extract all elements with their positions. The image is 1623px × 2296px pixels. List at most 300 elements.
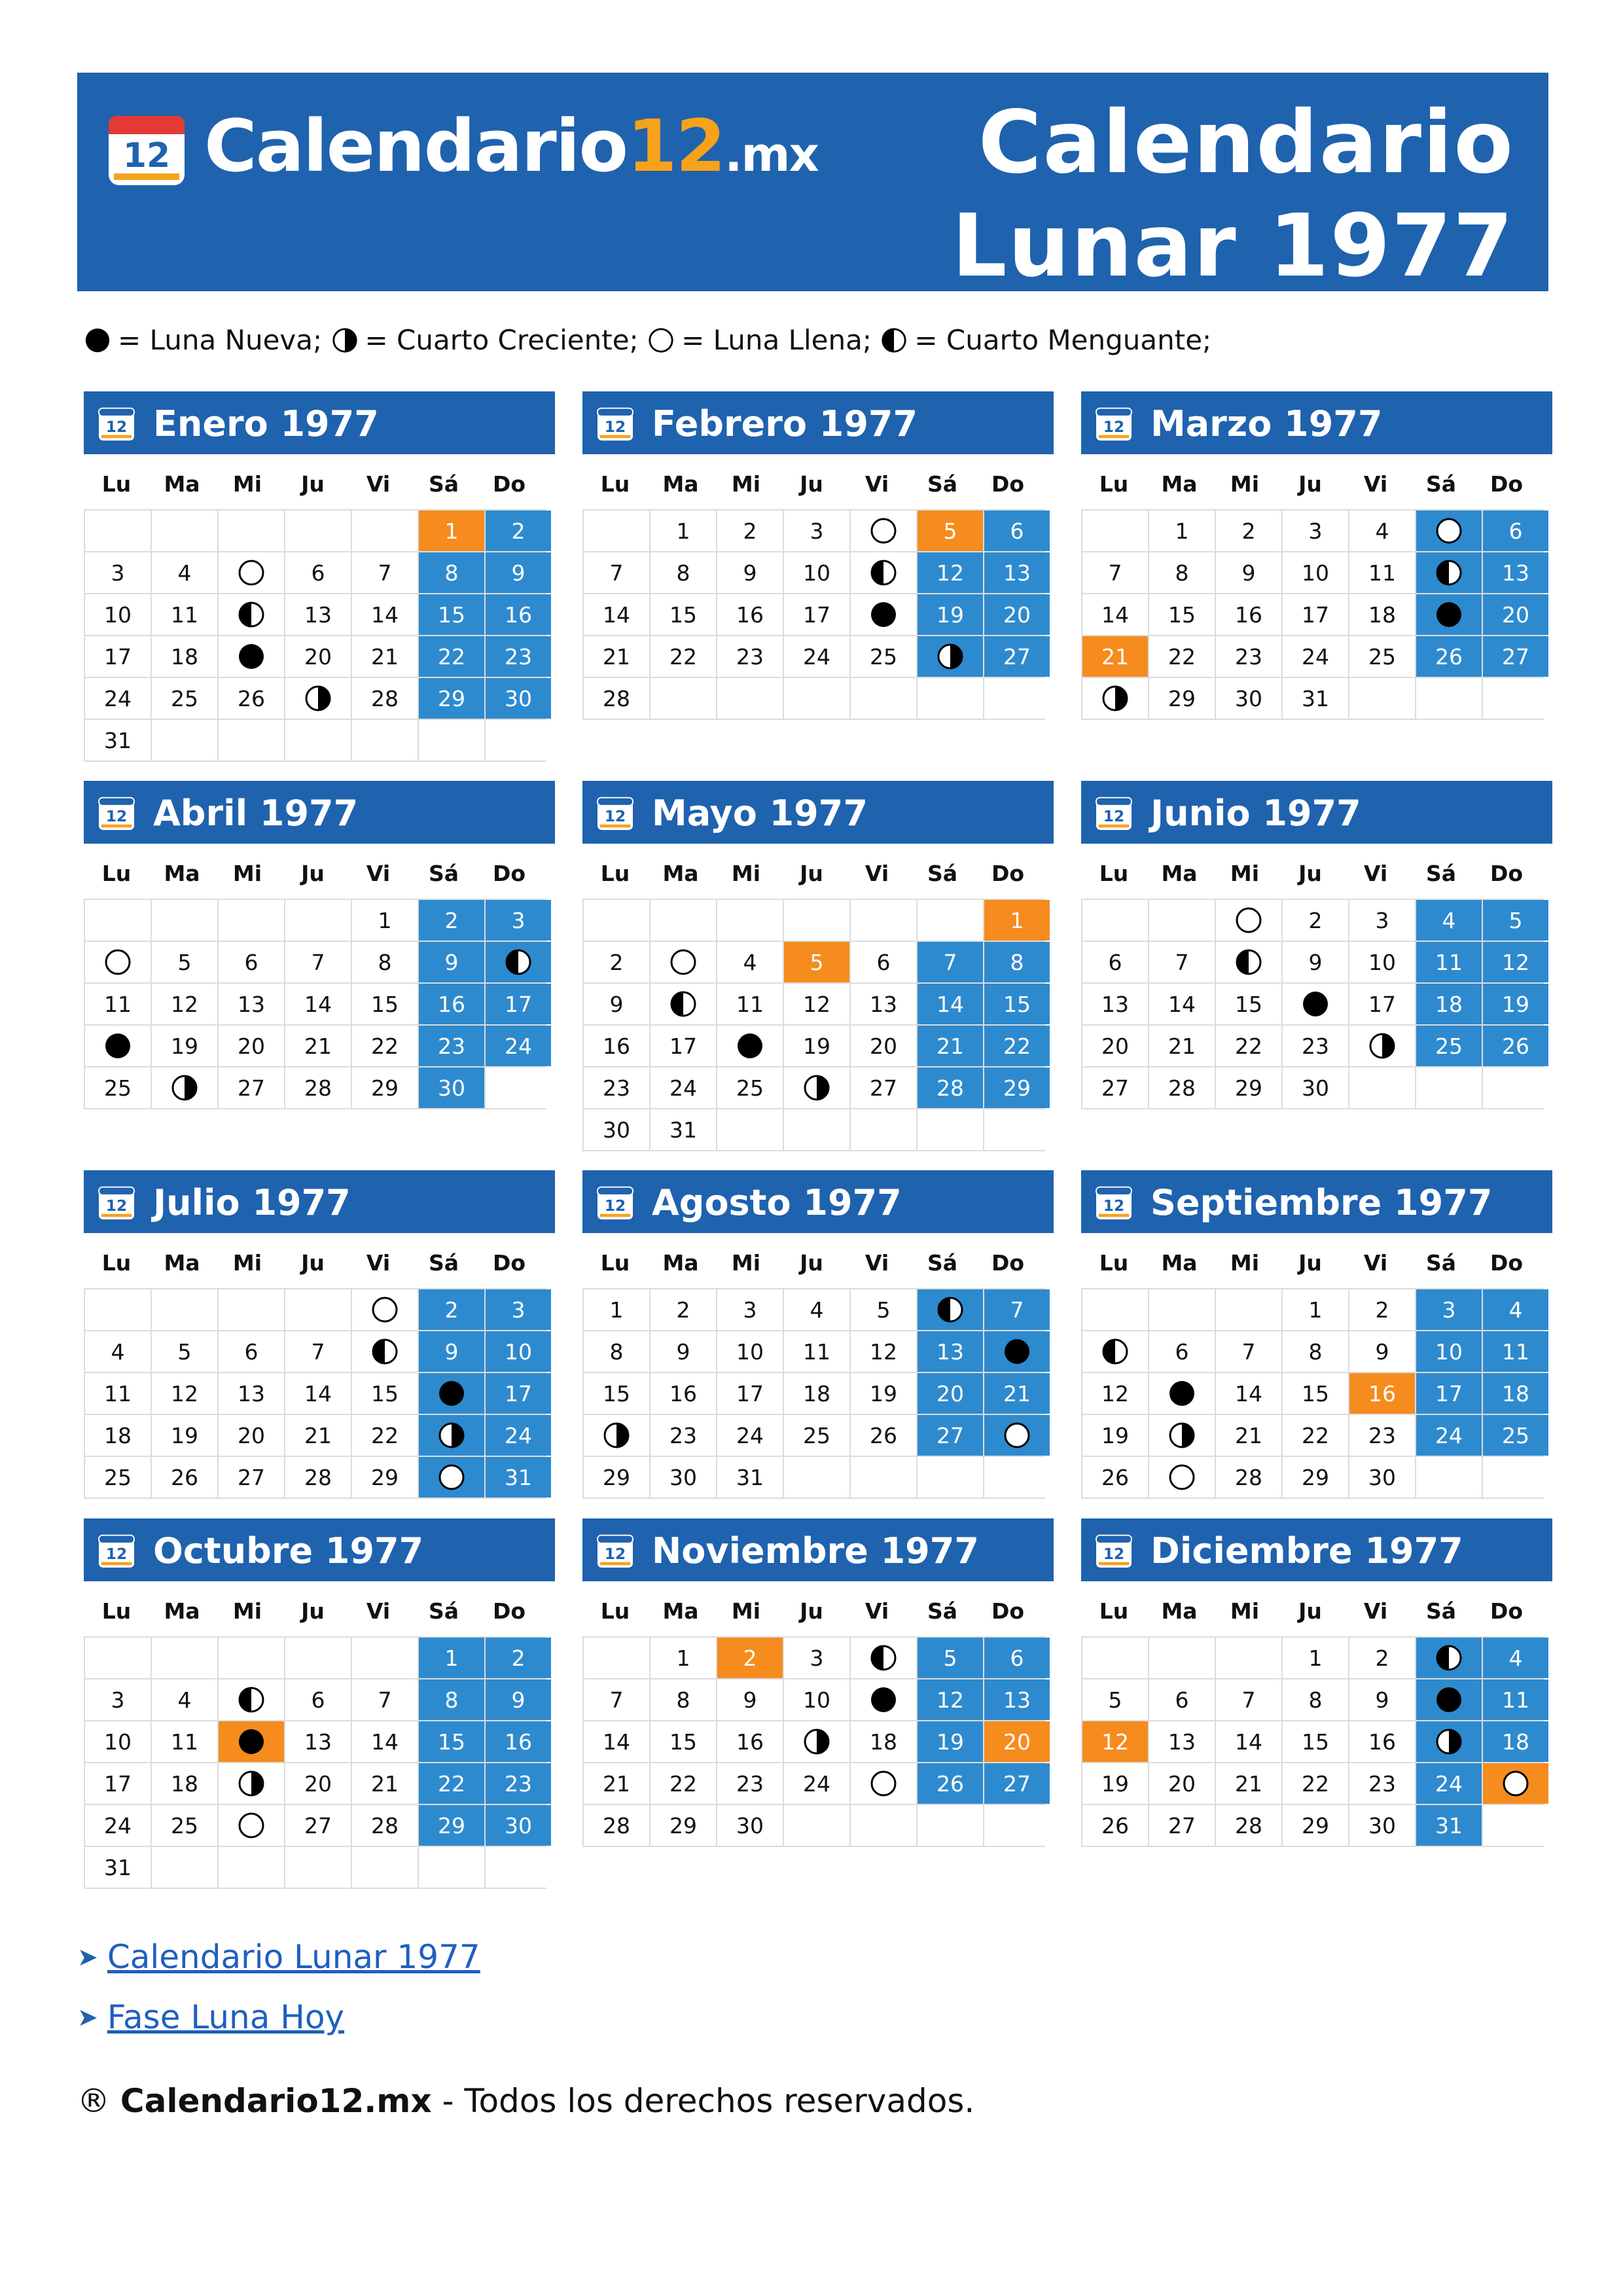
day-cell[interactable] (651, 1721, 716, 1762)
day-cell[interactable] (219, 1721, 284, 1762)
day-cell[interactable] (1216, 984, 1281, 1024)
day-cell[interactable] (918, 942, 983, 982)
day-cell[interactable] (584, 1763, 649, 1804)
day-cell[interactable] (352, 636, 418, 677)
day-cell[interactable] (486, 1289, 551, 1330)
day-cell[interactable] (1349, 1331, 1415, 1372)
day-cell[interactable] (984, 1331, 1050, 1372)
day-cell[interactable] (784, 1415, 849, 1456)
day-cell[interactable] (1216, 1373, 1281, 1414)
day-cell[interactable] (1283, 1721, 1348, 1762)
day-cell[interactable] (651, 1067, 716, 1108)
day-cell[interactable] (486, 1805, 551, 1846)
day-cell[interactable] (1349, 1721, 1415, 1762)
day-cell[interactable] (584, 1289, 649, 1330)
day-cell[interactable] (1416, 1805, 1482, 1846)
calendar-logo-icon[interactable] (107, 111, 186, 187)
day-cell[interactable] (1483, 1373, 1548, 1414)
day-cell[interactable] (1082, 1373, 1148, 1414)
day-cell[interactable] (1416, 511, 1482, 551)
day-cell[interactable] (486, 1457, 551, 1498)
day-cell[interactable] (85, 1331, 151, 1372)
day-cell[interactable] (1416, 984, 1482, 1024)
day-cell[interactable] (784, 1763, 849, 1804)
day-cell[interactable] (152, 552, 217, 593)
day-cell[interactable] (1082, 1067, 1148, 1108)
day-cell[interactable] (784, 1638, 849, 1678)
day-cell[interactable] (1283, 942, 1348, 982)
day-cell[interactable] (1283, 1457, 1348, 1498)
day-cell[interactable] (419, 1638, 484, 1678)
day-cell[interactable] (717, 984, 783, 1024)
day-cell[interactable] (152, 1026, 217, 1066)
day-cell[interactable] (219, 1457, 284, 1498)
day-cell[interactable] (419, 594, 484, 635)
day-cell[interactable] (651, 511, 716, 551)
day-cell[interactable] (219, 1763, 284, 1804)
day-cell[interactable] (219, 984, 284, 1024)
day-cell[interactable] (352, 984, 418, 1024)
day-cell[interactable] (1483, 1638, 1548, 1678)
day-cell[interactable] (1416, 1289, 1482, 1330)
day-cell[interactable] (984, 1373, 1050, 1414)
day-cell[interactable] (918, 511, 983, 551)
day-cell[interactable] (584, 1067, 649, 1108)
day-cell[interactable] (1349, 1415, 1415, 1456)
day-cell[interactable] (1082, 678, 1148, 719)
day-cell[interactable] (352, 900, 418, 941)
day-cell[interactable] (419, 1289, 484, 1330)
day-cell[interactable] (584, 1457, 649, 1498)
link-fase-luna-hoy[interactable] (77, 1998, 344, 2037)
day-cell[interactable] (85, 1067, 151, 1108)
site-logo[interactable] (204, 104, 818, 194)
day-cell[interactable] (219, 1373, 284, 1414)
day-cell[interactable] (1082, 636, 1148, 677)
day-cell[interactable] (1283, 636, 1348, 677)
day-cell[interactable] (1082, 594, 1148, 635)
day-cell[interactable] (486, 1415, 551, 1456)
day-cell[interactable] (1416, 1331, 1482, 1372)
day-cell[interactable] (419, 1067, 484, 1108)
day-cell[interactable] (85, 984, 151, 1024)
day-cell[interactable] (1416, 1763, 1482, 1804)
day-cell[interactable] (717, 1067, 783, 1108)
day-cell[interactable] (1416, 594, 1482, 635)
day-cell[interactable] (419, 984, 484, 1024)
day-cell[interactable] (1483, 900, 1548, 941)
day-cell[interactable] (152, 1679, 217, 1720)
day-cell[interactable] (152, 1415, 217, 1456)
day-cell[interactable] (352, 1415, 418, 1456)
day-cell[interactable] (1416, 636, 1482, 677)
day-cell[interactable] (717, 1805, 783, 1846)
day-cell[interactable] (1149, 942, 1215, 982)
day-cell[interactable] (851, 636, 916, 677)
day-cell[interactable] (1483, 1331, 1548, 1372)
day-cell[interactable] (1216, 942, 1281, 982)
day-cell[interactable] (918, 1067, 983, 1108)
day-cell[interactable] (219, 1067, 284, 1108)
day-cell[interactable] (486, 984, 551, 1024)
day-cell[interactable] (784, 636, 849, 677)
day-cell[interactable] (851, 942, 916, 982)
day-cell[interactable] (1283, 1289, 1348, 1330)
day-cell[interactable] (851, 1679, 916, 1720)
day-cell[interactable] (1283, 1373, 1348, 1414)
day-cell[interactable] (851, 1721, 916, 1762)
day-cell[interactable] (285, 678, 351, 719)
day-cell[interactable] (918, 1638, 983, 1678)
link-calendario-lunar-text[interactable]: Calendario Lunar 1977 (107, 1938, 480, 1976)
day-cell[interactable] (1283, 552, 1348, 593)
day-cell[interactable] (152, 594, 217, 635)
day-cell[interactable] (784, 1067, 849, 1108)
day-cell[interactable] (584, 984, 649, 1024)
day-cell[interactable] (717, 1638, 783, 1678)
day-cell[interactable] (651, 552, 716, 593)
day-cell[interactable] (1082, 1721, 1148, 1762)
day-cell[interactable] (219, 552, 284, 593)
day-cell[interactable] (784, 511, 849, 551)
day-cell[interactable] (918, 636, 983, 677)
day-cell[interactable] (651, 1026, 716, 1066)
day-cell[interactable] (1283, 1415, 1348, 1456)
day-cell[interactable] (285, 636, 351, 677)
day-cell[interactable] (784, 594, 849, 635)
day-cell[interactable] (85, 1026, 151, 1066)
day-cell[interactable] (285, 1331, 351, 1372)
day-cell[interactable] (717, 1457, 783, 1498)
day-cell[interactable] (1483, 984, 1548, 1024)
day-cell[interactable] (918, 1721, 983, 1762)
day-cell[interactable] (486, 1721, 551, 1762)
day-cell[interactable] (1149, 1026, 1215, 1066)
day-cell[interactable] (1483, 594, 1548, 635)
day-cell[interactable] (1349, 1457, 1415, 1498)
day-cell[interactable] (1082, 1763, 1148, 1804)
day-cell[interactable] (219, 1679, 284, 1720)
day-cell[interactable] (219, 594, 284, 635)
day-cell[interactable] (984, 552, 1050, 593)
day-cell[interactable] (1149, 1067, 1215, 1108)
day-cell[interactable] (851, 1638, 916, 1678)
day-cell[interactable] (219, 636, 284, 677)
day-cell[interactable] (717, 1415, 783, 1456)
day-cell[interactable] (1349, 511, 1415, 551)
day-cell[interactable] (1149, 678, 1215, 719)
day-cell[interactable] (1216, 1331, 1281, 1372)
day-cell[interactable] (651, 1457, 716, 1498)
day-cell[interactable] (285, 1721, 351, 1762)
day-cell[interactable] (1349, 984, 1415, 1024)
day-cell[interactable] (1416, 1721, 1482, 1762)
day-cell[interactable] (152, 1457, 217, 1498)
day-cell[interactable] (851, 1331, 916, 1372)
day-cell[interactable] (717, 636, 783, 677)
link-calendario-lunar[interactable] (77, 1937, 480, 1977)
day-cell[interactable] (1149, 1331, 1215, 1372)
day-cell[interactable] (285, 1026, 351, 1066)
day-cell[interactable] (918, 1026, 983, 1066)
day-cell[interactable] (285, 1457, 351, 1498)
day-cell[interactable] (717, 552, 783, 593)
day-cell[interactable] (584, 678, 649, 719)
day-cell[interactable] (1483, 636, 1548, 677)
day-cell[interactable] (984, 636, 1050, 677)
day-cell[interactable] (486, 900, 551, 941)
day-cell[interactable] (584, 1026, 649, 1066)
day-cell[interactable] (419, 636, 484, 677)
day-cell[interactable] (486, 1679, 551, 1720)
day-cell[interactable] (918, 1763, 983, 1804)
day-cell[interactable] (352, 1763, 418, 1804)
day-cell[interactable] (1283, 678, 1348, 719)
day-cell[interactable] (918, 594, 983, 635)
day-cell[interactable] (584, 594, 649, 635)
day-cell[interactable] (1283, 1638, 1348, 1678)
day-cell[interactable] (918, 1331, 983, 1372)
day-cell[interactable] (1082, 1457, 1148, 1498)
day-cell[interactable] (352, 1679, 418, 1720)
day-cell[interactable] (584, 1679, 649, 1720)
day-cell[interactable] (219, 1805, 284, 1846)
day-cell[interactable] (152, 636, 217, 677)
day-cell[interactable] (851, 552, 916, 593)
day-cell[interactable] (984, 1415, 1050, 1456)
day-cell[interactable] (784, 1026, 849, 1066)
day-cell[interactable] (1216, 900, 1281, 941)
day-cell[interactable] (651, 942, 716, 982)
day-cell[interactable] (219, 1026, 284, 1066)
day-cell[interactable] (584, 552, 649, 593)
day-cell[interactable] (1149, 984, 1215, 1024)
day-cell[interactable] (984, 984, 1050, 1024)
day-cell[interactable] (851, 1373, 916, 1414)
day-cell[interactable] (486, 1373, 551, 1414)
day-cell[interactable] (851, 1067, 916, 1108)
day-cell[interactable] (1349, 1679, 1415, 1720)
day-cell[interactable] (1416, 942, 1482, 982)
day-cell[interactable] (918, 1415, 983, 1456)
day-cell[interactable] (85, 636, 151, 677)
day-cell[interactable] (1483, 1721, 1548, 1762)
day-cell[interactable] (1349, 900, 1415, 941)
day-cell[interactable] (784, 942, 849, 982)
day-cell[interactable] (1349, 1026, 1415, 1066)
day-cell[interactable] (1216, 1457, 1281, 1498)
day-cell[interactable] (1349, 594, 1415, 635)
day-cell[interactable] (1082, 1679, 1148, 1720)
day-cell[interactable] (1483, 511, 1548, 551)
day-cell[interactable] (486, 942, 551, 982)
day-cell[interactable] (984, 1679, 1050, 1720)
day-cell[interactable] (1149, 1805, 1215, 1846)
day-cell[interactable] (152, 1067, 217, 1108)
day-cell[interactable] (1349, 1805, 1415, 1846)
day-cell[interactable] (419, 1457, 484, 1498)
day-cell[interactable] (1216, 1026, 1281, 1066)
day-cell[interactable] (851, 1289, 916, 1330)
day-cell[interactable] (1216, 636, 1281, 677)
day-cell[interactable] (152, 1373, 217, 1414)
day-cell[interactable] (1216, 1415, 1281, 1456)
day-cell[interactable] (85, 552, 151, 593)
day-cell[interactable] (486, 1331, 551, 1372)
day-cell[interactable] (1216, 678, 1281, 719)
day-cell[interactable] (918, 984, 983, 1024)
day-cell[interactable] (85, 1763, 151, 1804)
day-cell[interactable] (486, 1026, 551, 1066)
day-cell[interactable] (651, 1415, 716, 1456)
day-cell[interactable] (152, 984, 217, 1024)
day-cell[interactable] (584, 942, 649, 982)
day-cell[interactable] (419, 942, 484, 982)
day-cell[interactable] (984, 900, 1050, 941)
day-cell[interactable] (1283, 1026, 1348, 1066)
day-cell[interactable] (1349, 636, 1415, 677)
day-cell[interactable] (851, 1415, 916, 1456)
day-cell[interactable] (651, 1289, 716, 1330)
day-cell[interactable] (352, 1721, 418, 1762)
day-cell[interactable] (219, 678, 284, 719)
day-cell[interactable] (285, 942, 351, 982)
day-cell[interactable] (152, 1763, 217, 1804)
link-fase-luna-hoy-text[interactable]: Fase Luna Hoy (107, 1998, 345, 2036)
day-cell[interactable] (1283, 900, 1348, 941)
day-cell[interactable] (1483, 1289, 1548, 1330)
day-cell[interactable] (1349, 1289, 1415, 1330)
day-cell[interactable] (1283, 984, 1348, 1024)
day-cell[interactable] (285, 552, 351, 593)
day-cell[interactable] (1349, 1638, 1415, 1678)
day-cell[interactable] (851, 594, 916, 635)
day-cell[interactable] (285, 984, 351, 1024)
day-cell[interactable] (352, 1805, 418, 1846)
day-cell[interactable] (486, 678, 551, 719)
day-cell[interactable] (717, 942, 783, 982)
day-cell[interactable] (419, 511, 484, 551)
day-cell[interactable] (584, 1805, 649, 1846)
day-cell[interactable] (1283, 1679, 1348, 1720)
day-cell[interactable] (85, 1373, 151, 1414)
day-cell[interactable] (1216, 594, 1281, 635)
day-cell[interactable] (651, 1679, 716, 1720)
day-cell[interactable] (651, 1373, 716, 1414)
day-cell[interactable] (1149, 1415, 1215, 1456)
day-cell[interactable] (1149, 552, 1215, 593)
day-cell[interactable] (717, 594, 783, 635)
day-cell[interactable] (1082, 1026, 1148, 1066)
day-cell[interactable] (85, 1415, 151, 1456)
day-cell[interactable] (419, 1805, 484, 1846)
day-cell[interactable] (717, 1763, 783, 1804)
day-cell[interactable] (1283, 511, 1348, 551)
day-cell[interactable] (85, 1457, 151, 1498)
day-cell[interactable] (1082, 984, 1148, 1024)
day-cell[interactable] (784, 1679, 849, 1720)
day-cell[interactable] (219, 1331, 284, 1372)
day-cell[interactable] (984, 594, 1050, 635)
day-cell[interactable] (85, 1805, 151, 1846)
day-cell[interactable] (984, 1289, 1050, 1330)
day-cell[interactable] (651, 1805, 716, 1846)
day-cell[interactable] (85, 1847, 151, 1888)
day-cell[interactable] (486, 636, 551, 677)
day-cell[interactable] (285, 1415, 351, 1456)
day-cell[interactable] (352, 1457, 418, 1498)
day-cell[interactable] (152, 942, 217, 982)
day-cell[interactable] (651, 1331, 716, 1372)
day-cell[interactable] (584, 1331, 649, 1372)
day-cell[interactable] (419, 552, 484, 593)
day-cell[interactable] (984, 511, 1050, 551)
day-cell[interactable] (651, 984, 716, 1024)
day-cell[interactable] (851, 511, 916, 551)
day-cell[interactable] (419, 1763, 484, 1804)
day-cell[interactable] (984, 1763, 1050, 1804)
day-cell[interactable] (85, 942, 151, 982)
day-cell[interactable] (984, 1026, 1050, 1066)
day-cell[interactable] (352, 1373, 418, 1414)
day-cell[interactable] (1216, 552, 1281, 593)
day-cell[interactable] (285, 1679, 351, 1720)
day-cell[interactable] (1149, 636, 1215, 677)
day-cell[interactable] (285, 1763, 351, 1804)
day-cell[interactable] (651, 594, 716, 635)
day-cell[interactable] (1416, 1415, 1482, 1456)
day-cell[interactable] (1216, 511, 1281, 551)
day-cell[interactable] (1416, 1026, 1482, 1066)
day-cell[interactable] (1082, 1805, 1148, 1846)
day-cell[interactable] (717, 1026, 783, 1066)
day-cell[interactable] (717, 1679, 783, 1720)
day-cell[interactable] (419, 1373, 484, 1414)
day-cell[interactable] (85, 1679, 151, 1720)
day-cell[interactable] (152, 1805, 217, 1846)
day-cell[interactable] (851, 1763, 916, 1804)
day-cell[interactable] (784, 1331, 849, 1372)
day-cell[interactable] (717, 1331, 783, 1372)
day-cell[interactable] (352, 1026, 418, 1066)
day-cell[interactable] (285, 1373, 351, 1414)
day-cell[interactable] (352, 1331, 418, 1372)
day-cell[interactable] (1349, 1763, 1415, 1804)
day-cell[interactable] (784, 1373, 849, 1414)
day-cell[interactable] (784, 984, 849, 1024)
day-cell[interactable] (219, 942, 284, 982)
day-cell[interactable] (1283, 1805, 1348, 1846)
day-cell[interactable] (584, 1721, 649, 1762)
day-cell[interactable] (584, 1109, 649, 1150)
day-cell[interactable] (784, 552, 849, 593)
day-cell[interactable] (584, 1373, 649, 1414)
day-cell[interactable] (419, 1026, 484, 1066)
day-cell[interactable] (1349, 942, 1415, 982)
day-cell[interactable] (486, 1763, 551, 1804)
day-cell[interactable] (651, 1763, 716, 1804)
day-cell[interactable] (717, 511, 783, 551)
day-cell[interactable] (784, 1721, 849, 1762)
day-cell[interactable] (984, 1067, 1050, 1108)
day-cell[interactable] (419, 1679, 484, 1720)
day-cell[interactable] (918, 1373, 983, 1414)
day-cell[interactable] (1483, 552, 1548, 593)
day-cell[interactable] (1416, 1679, 1482, 1720)
day-cell[interactable] (984, 1638, 1050, 1678)
day-cell[interactable] (1349, 552, 1415, 593)
day-cell[interactable] (1216, 1805, 1281, 1846)
